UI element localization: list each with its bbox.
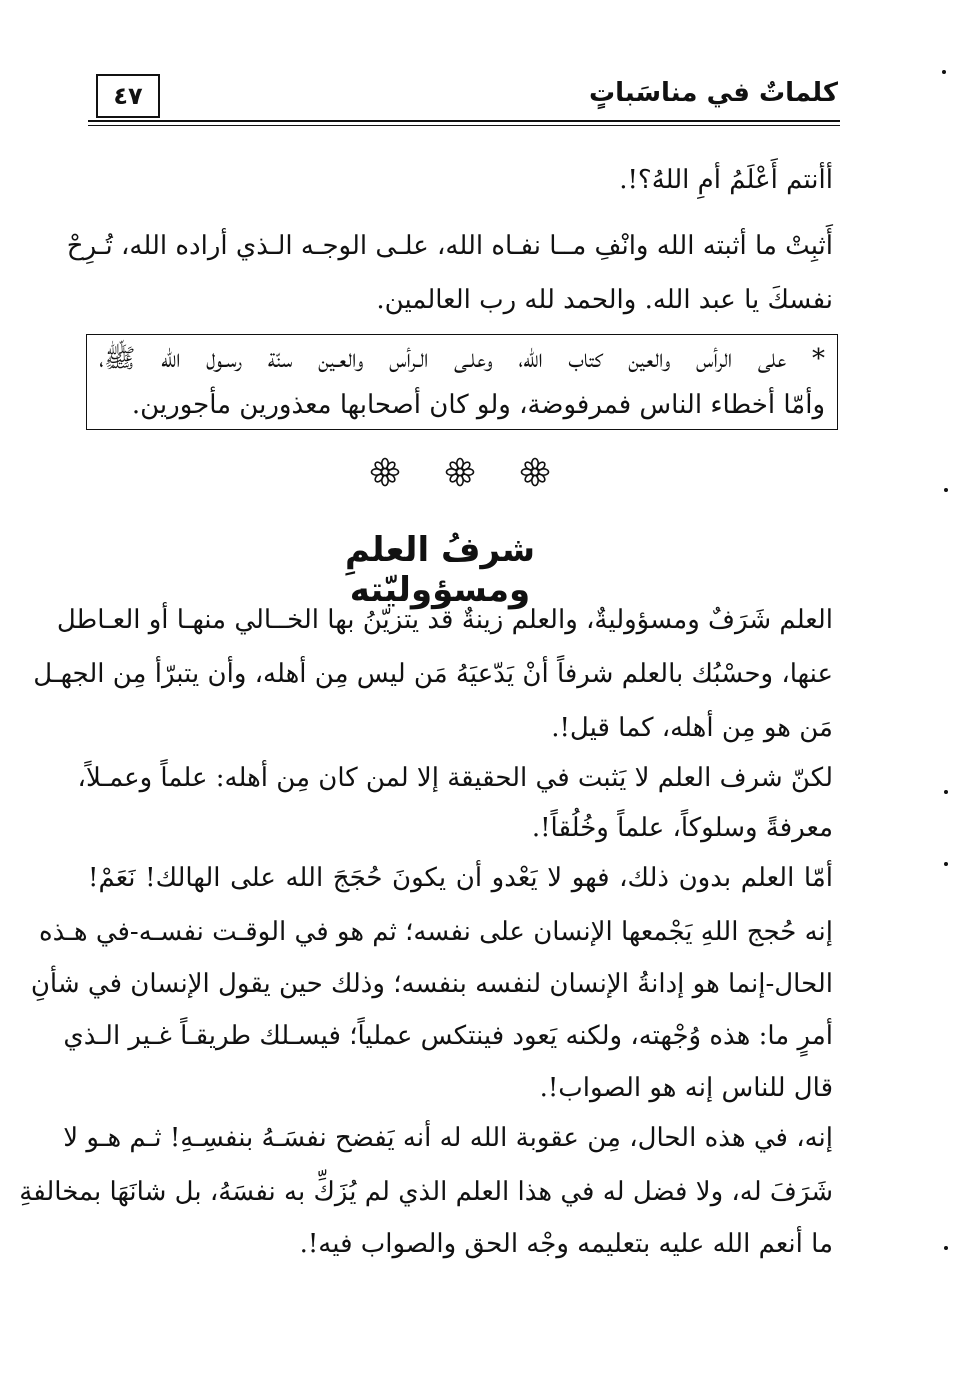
flower-ornament-icon (520, 457, 550, 487)
paragraph-line: ما أنعم الله عليه بتعليمه وجْه الحق والصواب فيه!. (299, 1229, 833, 1259)
paragraph-line: أمّا العلم بدون ذلك، فهو لا يَعْدو أن يكونَ حُجَجَ الله على الهالك! نَعَمْ! (88, 863, 833, 893)
paragraph-line: معرفةً وسلوكاً، علماً وخُلُقاً!. (531, 813, 833, 843)
scan-speck (944, 488, 948, 492)
page-number: ٤٧ (113, 82, 143, 110)
scan-speck (944, 790, 948, 794)
note-line: * على الرأس والعين كتاب الله، وعلـى الـرأس والعـين سنّة رسـول الله ﷺ، (99, 344, 825, 374)
header-rule (88, 120, 840, 122)
paragraph-line: إنه، في هذه الحال، مِن عقوبة الله له أنه يَفضح نفسَـهُ بنفسِـهِ! ثـم هـو لا (63, 1123, 833, 1153)
paragraph-line: مَن هو مِن أهله، كما قيل!. (551, 713, 833, 743)
intro-line: أأنتم أَعْلَمُ أمِ اللهُ؟!. (619, 165, 833, 195)
note-line: وأمّا أخطاء الناس فمرفوضة، ولو كان أصحابها معذورين مأجورين. (131, 390, 825, 420)
running-header-title: كلماتٌ في مناسَباتٍ (588, 78, 838, 108)
framed-note (86, 334, 838, 430)
flower-ornament-icon (445, 457, 475, 487)
paragraph-line: لكنّ شرف العلم لا يَثبت في الحقيقة إلا لمن كان مِن أهله: علماً وعمـلاً، (77, 763, 833, 793)
intro-line: أَثبِتْ ما أثبته الله وانْفِ مــا نفـاه الله، علـى الوجـه الـذي أراده الله، تُـرِحْ (66, 231, 833, 261)
paragraph-line: أمرٍ ما: هذه وُجْهته، ولكنه يَعود فينتكس عملياً؛ فيسـلك طريقـاً غـير الـذي (63, 1021, 833, 1051)
section-heading: شرفُ العلمِ ومسؤوليّته (344, 530, 536, 610)
flower-ornament-icon (370, 457, 400, 487)
header-rule-thin (88, 125, 840, 126)
page-number-box (96, 74, 160, 118)
paragraph-line: إنه حُجج اللهِ يَجْمعها الإنسان على نفسه؛ ثم هو في الوقـت نفسـه-في هـذه (38, 917, 833, 947)
paragraph-line: العلم شَرَفٌ ومسؤوليةٌ، والعلم زينةٌ قد يتزيّنُ بها الخــالي منهـا أو العـاطل (56, 605, 833, 635)
scan-speck (942, 70, 946, 74)
scan-speck (944, 1246, 948, 1250)
section-divider-ornaments (370, 452, 550, 492)
scan-speck (944, 862, 948, 866)
paragraph-line: الحال-إنما هو إدانةُ الإنسان لنفسه بنفسه؛ وذلك حين يقول الإنسان في شأنِ (30, 969, 833, 999)
paragraph-line: عنها، وحسْبُك بالعلم شرفاً أنْ يَدّعيَهُ مَن ليس مِن أهله، وأن يتبرّأ مِن الجهـل (33, 659, 833, 689)
paragraph-line: شَرَفَ له، ولا فضل له في هذا العلم الذي لم يُزَكِّ به نفسَهُ، بل شانَهَا بمخالفةِ (19, 1177, 833, 1207)
paragraph-line: قال للناس إنه هو الصواب!. (539, 1073, 833, 1103)
intro-line: نفسكَ يا عبد الله. والحمد لله رب العالمين. (376, 285, 833, 315)
